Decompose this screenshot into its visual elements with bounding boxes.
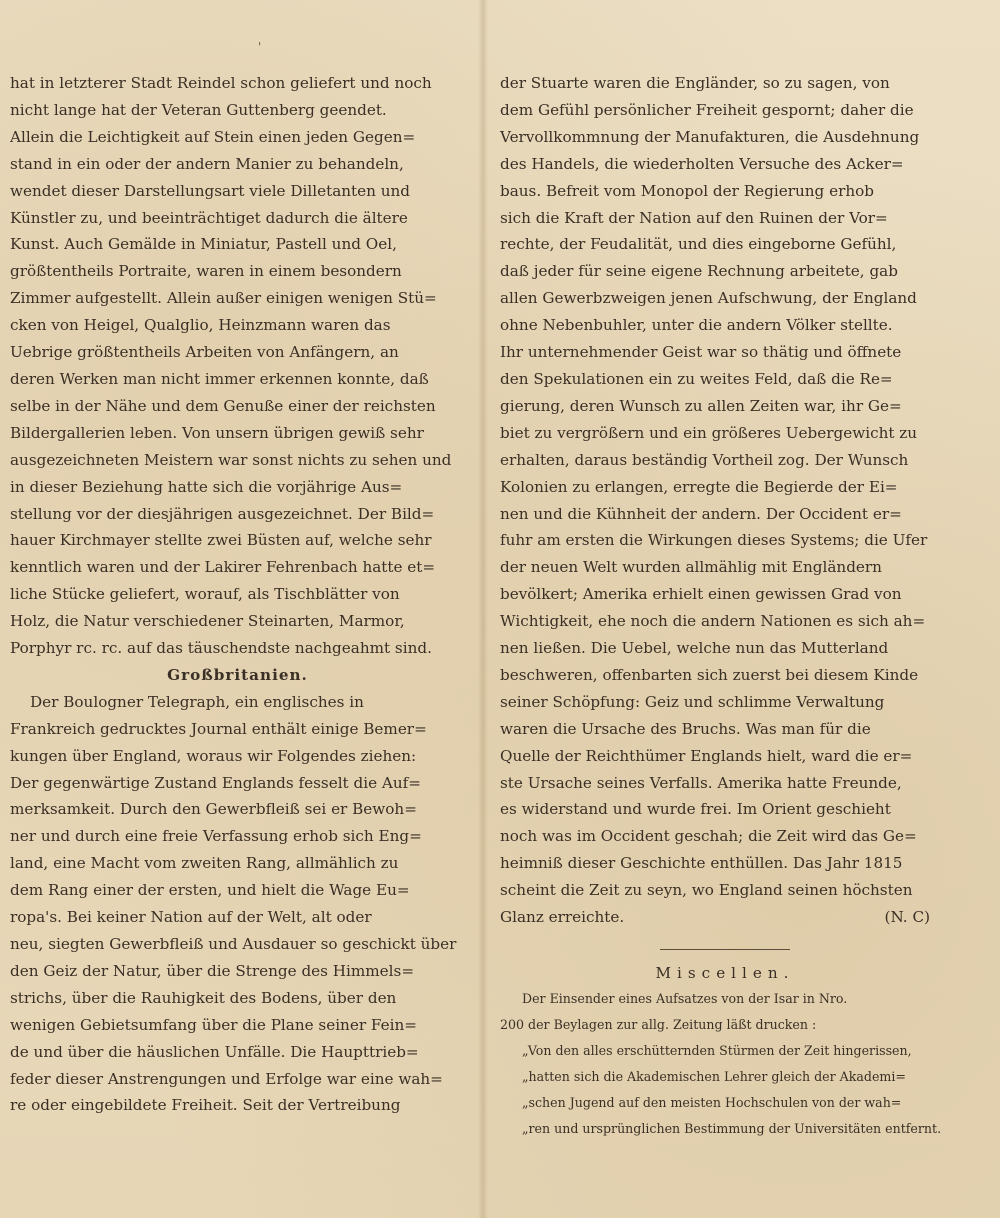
left-column-text-2 [10,689,465,1120]
text-line: de und über die häuslichen Unfälle. Die Haupttrieb= [10,1042,419,1061]
text-line: liche Stücke geliefert, worauf, als Tischblätter von [10,585,400,604]
signature: (N. C) [884,908,930,927]
miscellen-text [500,986,950,1142]
text-line: scheint die Zeit zu seyn, wo England seinen höchsten [500,881,913,900]
text-line: des Handels, die wiederholten Versuche des Acker= [500,154,904,173]
right-column-text [500,70,950,931]
text-line: den Spekulationen ein zu weites Feld, daß die Re= [500,369,893,388]
text-line: größtentheils Portraite, waren in einem besondern [10,262,402,281]
text-line: gierung, deren Wunsch zu allen Zeiten war, ihr Ge= [500,396,902,415]
page-fold-shadow [478,0,488,1218]
text-line: fuhr am ersten die Wirkungen dieses Systems; die Ufer [500,531,928,550]
text-line: Ihr unternehmender Geist war so thätig und öffnete [500,343,902,362]
text-line: Glanz erreichte. [500,908,625,927]
text-line: der neuen Welt wurden allmählig mit Engländern [500,558,882,577]
text-line: der Stuarte waren die Engländer, so zu sagen, von [500,74,890,92]
text-line: feder dieser Anstrengungen und Erfolge war eine wah= [10,1069,443,1088]
text-line: Frankreich gedrucktes Journal enthält einige Bemer= [10,719,427,738]
misc-text-line: „Von den alles erschütternden Stürmen der Zeit hingerissen, [522,1043,912,1058]
text-line: allen Gewerbzweigen jenen Aufschwung, der England [500,289,917,308]
text-line: merksamkeit. Durch den Gewerbfleiß sei er Bewoh= [10,800,417,819]
text-line: Quelle der Reichthümer Englands hielt, ward die er= [500,746,913,765]
section-divider [660,949,790,950]
text-line: es widerstand und wurde frei. Im Orient geschieht [500,800,891,819]
text-line: sich die Kraft der Nation auf den Ruinen der Vor= [500,208,888,227]
text-line: den Geiz der Natur, über die Strenge des Himmels= [10,961,415,980]
text-line: Kolonien zu erlangen, erregte die Begierde der Ei= [500,477,898,496]
text-line: daß jeder für seine eigene Rechnung arbeitete, gab [500,262,898,281]
text-line: bevölkert; Amerika erhielt einen gewissen Grad von [500,585,902,604]
section-heading-grossbritanien: Großbritanien. [167,665,308,684]
text-line: hat in letzterer Stadt Reindel schon geliefert und noch [10,74,432,92]
section-heading-miscellen: Miscellen. [655,964,795,982]
text-line: ausgezeichneten Meistern war sonst nichts zu sehen und [10,450,452,469]
text-line: beschweren, offenbarten sich zuerst bei diesem Kinde [500,665,919,684]
text-line: seiner Schöpfung: Geiz und schlimme Verwaltung [500,692,885,711]
misc-text-line: „schen Jugend auf den meisten Hochschulen von der wah= [522,1095,902,1110]
text-line: Der gegenwärtige Zustand Englands fesselt die Auf= [10,773,421,792]
text-line: Uebrige größtentheils Arbeiten von Anfängern, an [10,343,399,362]
text-line: Bildergallerien leben. Von unsern übrigen gewiß sehr [10,423,424,442]
text-line: nicht lange hat der Veteran Guttenberg geendet. [10,100,387,119]
text-line: stand in ein oder der andern Manier zu behandeln, [10,154,404,173]
text-line: nen und die Kühnheit der andern. Der Occident er= [500,504,902,523]
text-line: selbe in der Nähe und dem Genuße einer der reichsten [10,396,436,415]
text-line: rechte, der Feudalität, und dies eingeborne Gefühl, [500,235,897,254]
text-line: wenigen Gebietsumfang über die Plane seiner Fein= [10,1015,417,1034]
text-line: waren die Ursache des Bruchs. Was man für die [500,719,871,738]
text-line: hauer Kirchmayer stellte zwei Büsten auf, welche sehr [10,531,432,550]
text-line: ropa's. Bei keiner Nation auf der Welt, alt oder [10,908,372,927]
text-line: strichs, über die Rauhigkeit des Bodens, über den [10,988,397,1007]
text-line: noch was im Occident geschah; die Zeit wird das Ge= [500,827,917,846]
left-column [10,70,465,1119]
text-line: Künstler zu, und beeinträchtiget dadurch die ältere [10,208,408,227]
text-line: Porphyr rc. rc. auf das täuschendste nachgeahmt sind. [10,639,432,658]
text-line: Kunst. Auch Gemälde in Miniatur, Pastell und Oel, [10,235,397,254]
right-column [500,70,950,1142]
text-line: kenntlich waren und der Lakirer Fehrenbach hatte et= [10,558,436,577]
text-line: ner und durch eine freie Verfassung erhob sich Eng= [10,827,422,846]
misc-text-line: Der Einsender eines Aufsatzes von der Isar in Nro. [522,991,848,1006]
text-line: wendet dieser Darstellungsart viele Dilletanten und [10,181,411,200]
text-line: neu, siegten Gewerbfleiß und Ausdauer so geschickt über [10,935,457,953]
text-line: dem Gefühl persönlicher Freiheit gespornt; daher die [500,100,914,119]
text-line: heimniß dieser Geschichte enthüllen. Das Jahr 1815 [500,854,903,873]
text-line: Allein die Leichtigkeit auf Stein einen jeden Gegen= [10,127,416,146]
left-column-text [10,70,465,662]
text-line: ohne Nebenbuhler, unter die andern Völker stellte. [500,316,893,335]
text-line: deren Werken man nicht immer erkennen konnte, daß [10,369,429,388]
text-line: Wichtigkeit, ehe noch die andern Nationen es sich ah= [500,612,926,631]
misc-text-line: „hatten sich die Akademischen Lehrer gleich der Akademi= [522,1069,906,1084]
text-line: biet zu vergrößern und ein größeres Uebergewicht zu [500,423,918,442]
text-line: nen ließen. Die Uebel, welche nun das Mutterland [500,639,889,658]
text-line: Zimmer aufgestellt. Allein außer einigen wenigen Stü= [10,289,437,308]
text-line: land, eine Macht vom zweiten Rang, allmählich zu [10,854,399,873]
text-line: re oder eingebildete Freiheit. Seit der Vertreibung [10,1096,401,1115]
text-line: dem Rang einer der ersten, und hielt die Wage Eu= [10,881,410,900]
page-mark: ' [258,40,262,54]
misc-text-line: „ren und ursprünglichen Bestimmung der Universitäten entfernt. [522,1121,942,1136]
text-line: ste Ursache seines Verfalls. Amerika hatte Freunde, [500,773,902,792]
text-line: cken von Heigel, Qualglio, Heinzmann waren das [10,316,391,335]
text-line: Holz, die Natur verschiedener Steinarten, Marmor, [10,612,405,631]
misc-text-line: 200 der Beylagen zur allg. Zeitung läßt drucken : [500,1017,817,1032]
text-line: baus. Befreit vom Monopol der Regierung erhob [500,181,874,200]
text-line: Der Boulogner Telegraph, ein englisches in [30,692,364,711]
text-line: Vervollkommnung der Manufakturen, die Ausdehnung [500,127,920,146]
text-line: kungen über England, woraus wir Folgendes ziehen: [10,746,417,765]
text-line: stellung vor der diesjährigen ausgezeichnet. Der Bild= [10,504,435,523]
text-line: in dieser Beziehung hatte sich die vorjährige Aus= [10,477,403,496]
text-line-with-signature [500,904,950,931]
text-line: erhalten, daraus beständig Vortheil zog. Der Wunsch [500,450,909,469]
